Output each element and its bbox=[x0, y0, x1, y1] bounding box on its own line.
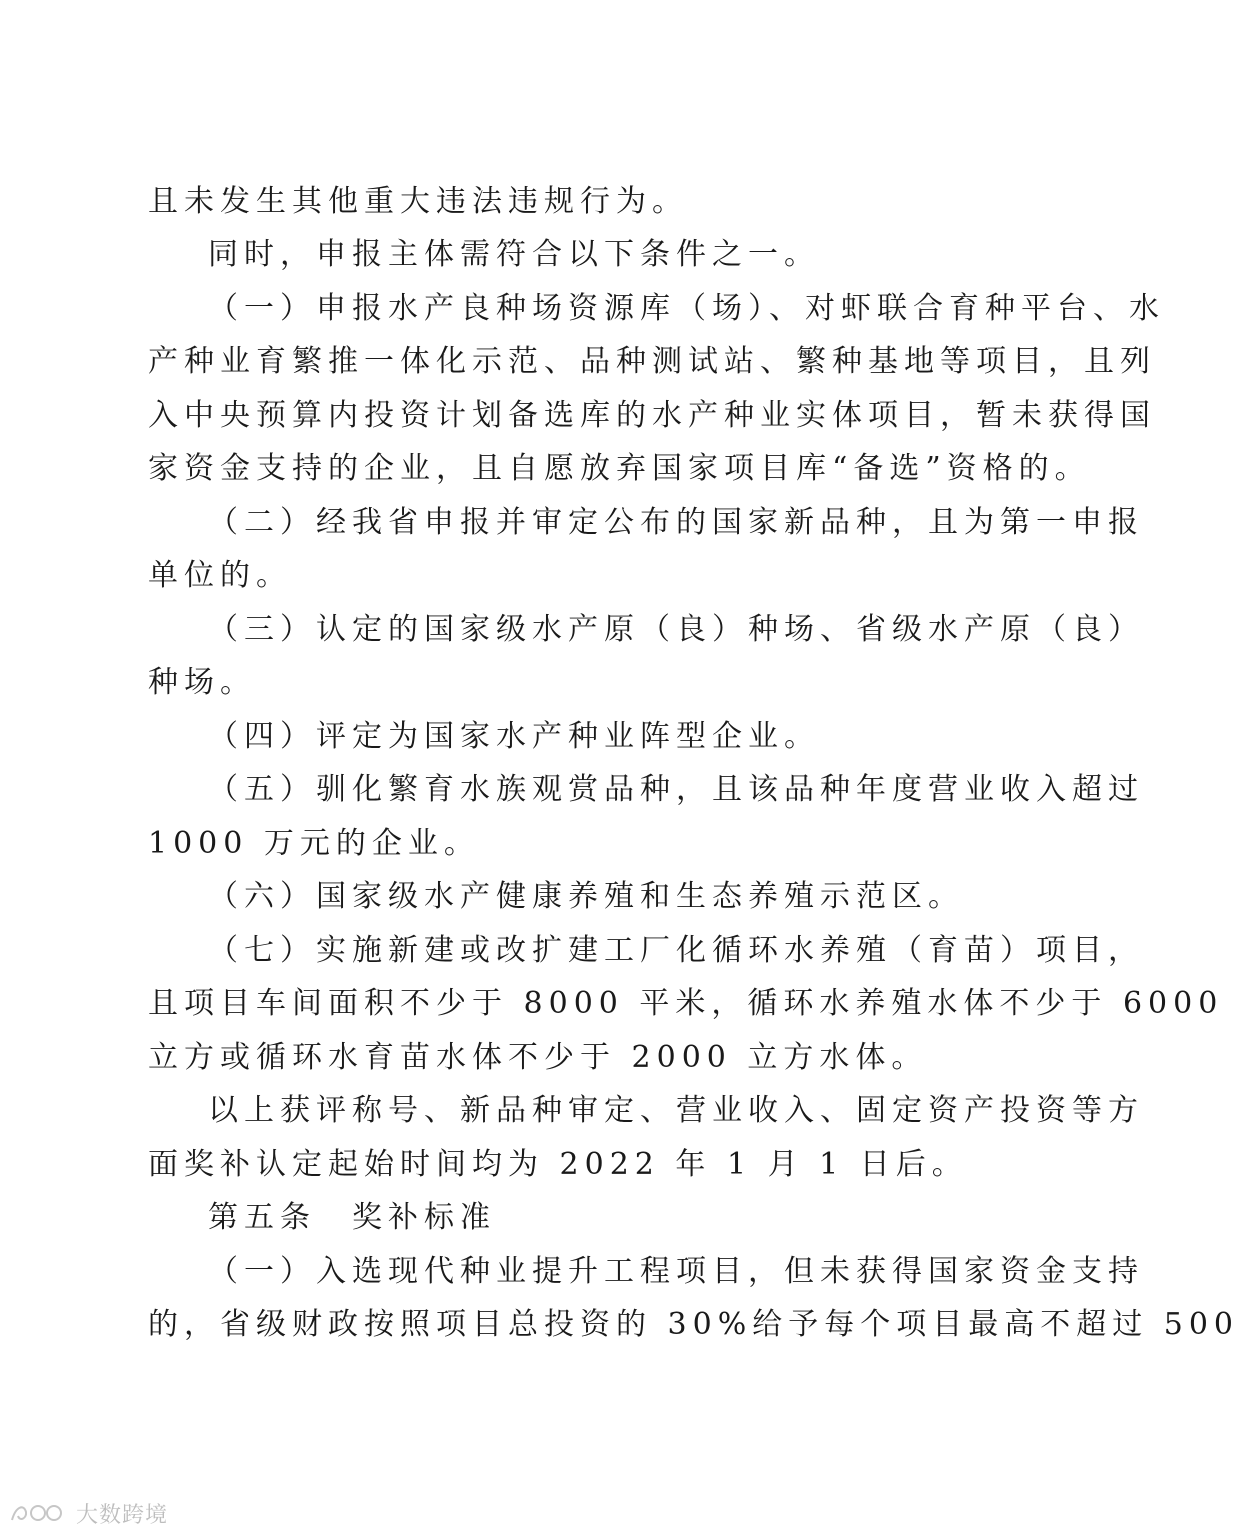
text-line: （四）评定为国家水产种业阵型企业。 bbox=[208, 719, 820, 754]
text-line: 立方或循环水育苗水体不少于 2000 立方水体。 bbox=[148, 1040, 928, 1075]
text-line: 以上获评称号、新品种审定、营业收入、固定资产投资等方 bbox=[208, 1093, 1144, 1128]
text-line: 的，省级财政按照项目总投资的 30%给予每个项目最高不超过 500 bbox=[148, 1307, 1239, 1342]
text-line: 家资金支持的企业，且自愿放弃国家项目库“备选”资格的。 bbox=[148, 451, 1091, 486]
watermark-logo-icon bbox=[8, 1500, 68, 1526]
section-heading: 第五条 奖补标准 bbox=[208, 1200, 496, 1235]
text-line: （五）驯化繁育水族观赏品种，且该品种年度营业收入超过 bbox=[208, 772, 1144, 807]
text-line: 1000 万元的企业。 bbox=[148, 826, 480, 861]
text-line: （六）国家级水产健康养殖和生态养殖示范区。 bbox=[208, 879, 964, 914]
text-line: 同时，申报主体需符合以下条件之一。 bbox=[208, 237, 820, 272]
watermark bbox=[8, 1498, 168, 1528]
text-line: 且项目车间面积不少于 8000 平米，循环水养殖水体不少于 6000 bbox=[148, 986, 1224, 1021]
text-line: （三）认定的国家级水产原（良）种场、省级水产原（良） bbox=[208, 612, 1144, 647]
text-line: 单位的。 bbox=[148, 558, 292, 593]
watermark-text: 大数跨境 bbox=[76, 1502, 169, 1528]
text-line: 入中央预算内投资计划备选库的水产种业实体项目，暂未获得国 bbox=[148, 398, 1156, 433]
text-line: （一）申报水产良种场资源库（场）、对虾联合育种平台、水 bbox=[208, 291, 1165, 326]
text-line: 且未发生其他重大违法违规行为。 bbox=[148, 184, 688, 219]
text-line: 面奖补认定起始时间均为 2022 年 1 月 1 日后。 bbox=[148, 1147, 968, 1182]
text-line: （七）实施新建或改扩建工厂化循环水养殖（育苗）项目， bbox=[208, 933, 1144, 968]
text-line: （二）经我省申报并审定公布的国家新品种，且为第一申报 bbox=[208, 505, 1144, 540]
text-line: 产种业育繁推一体化示范、品种测试站、繁种基地等项目，且列 bbox=[148, 344, 1156, 379]
text-line: （一）入选现代种业提升工程项目，但未获得国家资金支持 bbox=[208, 1254, 1144, 1289]
text-line: 种场。 bbox=[148, 665, 256, 700]
